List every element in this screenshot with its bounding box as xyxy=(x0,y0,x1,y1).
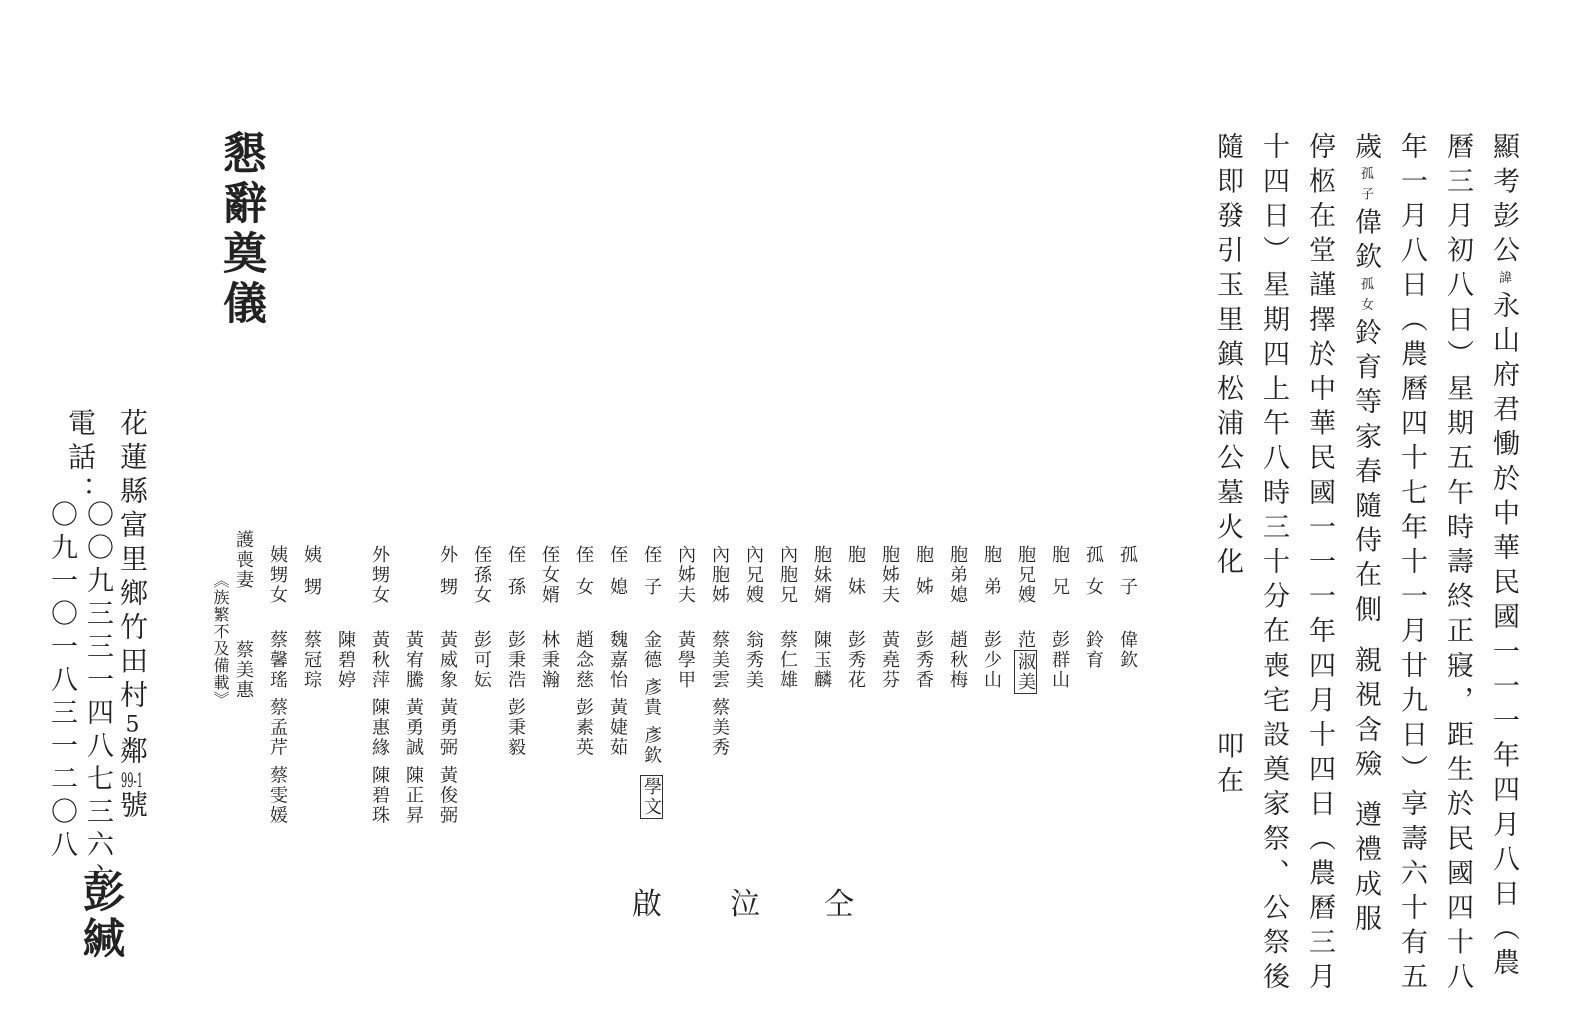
relative-names xyxy=(472,630,490,690)
relative-relation: 侄媳 xyxy=(607,545,628,609)
relative-names xyxy=(880,630,898,690)
relative-names-text: 陳玉麟 xyxy=(811,630,832,690)
relative-names-text: 黃宥騰 黃勇誠 陳正昇 xyxy=(403,630,424,826)
relative-names xyxy=(778,630,796,690)
relative-names xyxy=(948,630,966,690)
closing-word-3: 啟 xyxy=(632,887,662,922)
relative-relation: 外甥 xyxy=(437,545,458,609)
relative-relation: 侄孫女 xyxy=(471,545,492,605)
announcement-column-5: 停柩在堂謹擇於中華民國一一一年四月十四日（農曆三月 xyxy=(1304,132,1335,997)
relative-relation: 內兄嫂 xyxy=(743,545,764,605)
announcement-column-4: 歲孤子偉欽孤女鈴育等家春隨侍在側 親視含殮 遵禮成服 xyxy=(1350,132,1381,939)
relative-relation: 內姊夫 xyxy=(675,545,696,605)
relative-names-text: 蔡美雲 蔡美秀 xyxy=(709,630,730,758)
relative-names xyxy=(268,630,286,825)
relative-names-text: 鈴育 xyxy=(1083,630,1104,670)
relative-relation: 孤女 xyxy=(1083,545,1104,609)
phone-label: 電話： xyxy=(64,408,97,510)
relative-names-text: 翁秀美 xyxy=(743,630,764,690)
closing-word-2: 泣 xyxy=(730,887,760,922)
relative-relation: 胞弟媳 xyxy=(947,545,968,605)
relative-names xyxy=(846,630,864,690)
relative-names-text: 趙秋梅 xyxy=(947,630,968,690)
relative-relation: 胞兄 xyxy=(1049,545,1070,609)
phone-number-1: 〇〇九三三一四八七三六六 xyxy=(82,500,113,896)
announcement-column-1: 顯考彭公諱永山府君慟於中華民國一一一年四月八日（農 xyxy=(1488,132,1519,984)
relative-relation: 胞姊 xyxy=(913,545,934,609)
relative-names xyxy=(1084,630,1102,670)
relative-names xyxy=(302,630,320,690)
relative-relation: 孤子 xyxy=(1117,545,1138,609)
relative-names-text: 黃學甲 xyxy=(675,630,696,690)
relative-relation: 胞妹婿 xyxy=(811,545,832,605)
relative-names-text: 彭少山 xyxy=(981,630,1002,690)
relative-relation: 內胞姊 xyxy=(709,545,730,605)
relative-names-text: 彭群山 xyxy=(1049,630,1070,690)
relative-names xyxy=(540,630,558,690)
relative-names-text: 林秉瀚 xyxy=(539,630,560,690)
relative-names xyxy=(506,630,524,758)
relative-names-text: 彭可妘 xyxy=(471,630,492,690)
relative-names xyxy=(710,630,728,758)
phone-number-2: 〇九一〇一八三一二〇八 xyxy=(46,500,77,863)
relative-relation: 內胞兄 xyxy=(777,545,798,605)
relative-names-text: 陳碧婷 xyxy=(335,630,356,690)
relative-relation: 姨甥女 xyxy=(267,545,288,605)
relative-names xyxy=(404,630,422,825)
relative-names-text: 蔡冠琮 xyxy=(301,630,322,690)
relative-names-text: 彭秉浩 彭秉毅 xyxy=(505,630,526,758)
relative-names xyxy=(438,630,456,825)
relative-names xyxy=(642,630,660,819)
address: 花蓮縣富里鄉竹田村5鄰99-1號 xyxy=(116,408,149,824)
relative-names-text: 黃威象 黃勇弼 黃俊弼 xyxy=(437,630,458,826)
relative-names xyxy=(574,630,592,758)
relative-names-text: 彭秀花 xyxy=(845,630,866,690)
announcement-column-7: 隨即發引玉里鎮松浦公墓火化叩在 xyxy=(1212,132,1243,802)
relative-names-text: 偉欽 xyxy=(1117,630,1138,670)
announcement-column-3: 年一月八日（農曆四十七年十一月廿九日）享壽六十有五 xyxy=(1396,132,1427,997)
sender: 彭緘 xyxy=(77,870,126,962)
note: 《族繁不及備載》 xyxy=(211,572,230,708)
relative-names xyxy=(812,630,830,690)
relative-name-boxed: 學文 xyxy=(641,777,662,818)
relative-names-text: 蔡仁雄 xyxy=(777,630,798,690)
relative-names-text: 蔡美惠 xyxy=(233,640,254,700)
relative-names xyxy=(1050,630,1068,690)
relative-names xyxy=(1016,630,1034,694)
announcement-column-2: 曆三月初八日）星期五午時壽終正寢，距生於民國四十八 xyxy=(1442,132,1473,997)
relative-relation: 外甥女 xyxy=(369,545,390,605)
relative-relation: 侄女婿 xyxy=(539,545,560,605)
relative-names-text: 黃秋萍 陳惠緣 陳碧珠 xyxy=(369,630,390,826)
relative-names-text: 范 xyxy=(1015,630,1036,650)
relative-relation: 姨甥 xyxy=(301,545,322,609)
page-title: 懇辭奠儀 xyxy=(215,130,266,330)
relative-names xyxy=(234,640,252,700)
relative-relation: 侄女 xyxy=(573,545,594,609)
relative-relation: 胞妹 xyxy=(845,545,866,609)
relative-names xyxy=(982,630,1000,690)
relative-names-text: 魏嘉怡 黃婕茹 xyxy=(607,630,628,758)
relative-names-text: 彭秀香 xyxy=(913,630,934,690)
relative-relation: 胞弟 xyxy=(981,545,1002,609)
relative-names xyxy=(370,630,388,825)
relative-names xyxy=(914,630,932,690)
relative-names-text: 蔡馨瑤 蔡孟芹 蔡雯媛 xyxy=(267,630,288,826)
relative-name-boxed: 淑美 xyxy=(1015,652,1036,692)
relative-names xyxy=(676,630,694,690)
relative-names xyxy=(744,630,762,690)
relative-relation: 護喪妻 xyxy=(233,530,254,590)
relative-names xyxy=(1118,630,1136,670)
relative-names xyxy=(608,630,626,758)
announcement-column-6: 十四日）星期四上午八時三十分在喪宅設奠家祭、公祭後 xyxy=(1258,132,1289,997)
closing-word-1: 仝 xyxy=(824,887,854,922)
relative-relation: 胞姊夫 xyxy=(879,545,900,605)
relative-names-text: 趙念慈 彭素英 xyxy=(573,630,594,758)
relative-names-text: 金德 彥貴 彥欽 xyxy=(641,630,662,766)
relative-names xyxy=(336,630,354,690)
relative-relation: 侄子 xyxy=(641,545,662,609)
relative-names-text: 黃堯芬 xyxy=(879,630,900,690)
relative-relation: 胞兄嫂 xyxy=(1015,545,1036,605)
relative-relation: 侄孫 xyxy=(505,545,526,609)
